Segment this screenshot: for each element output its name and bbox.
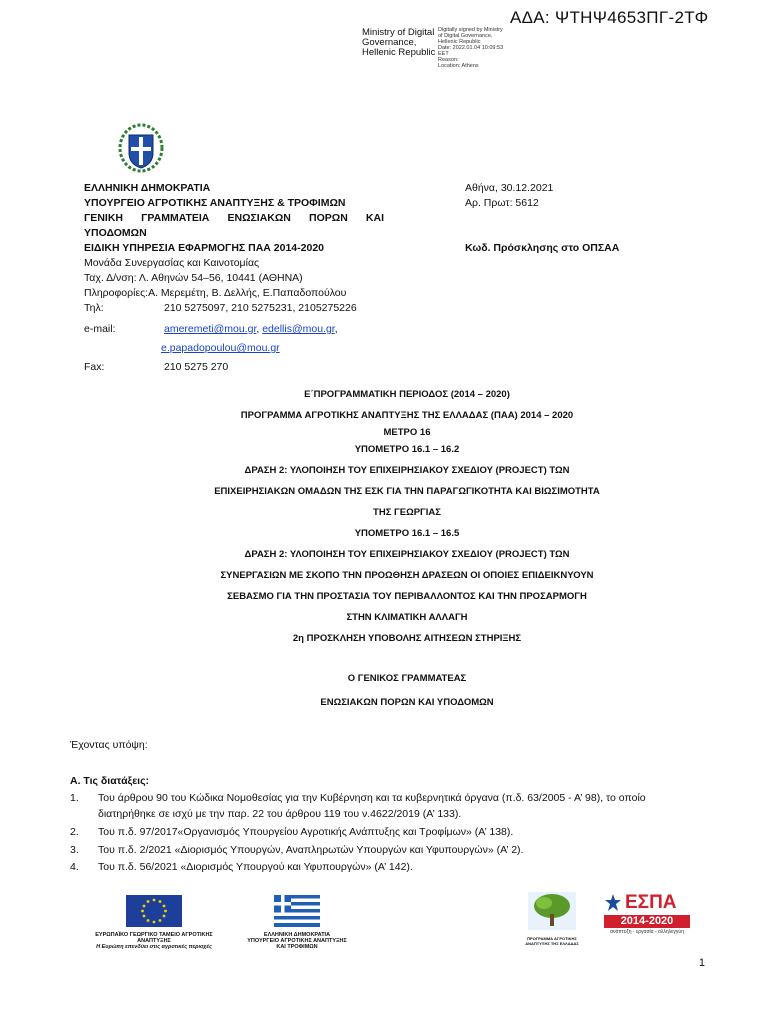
title-line: ΔΡΑΣΗ 2: ΥΛΟΠΟΙΗΣΗ ΤΟΥ ΕΠΙΧΕΙΡΗΣΙΑΚΟΥ ΣΧΕΔΙΟΥ (PROJECT) ΤΩΝ [244, 549, 570, 560]
tree-icon [524, 890, 580, 932]
fax-row [84, 360, 228, 375]
title-line: ΔΡΑΣΗ 2: ΥΛΟΠΟΙΗΣΗ ΤΟΥ ΕΠΙΧΕΙΡΗΣΙΑΚΟΥ ΣΧΕΔΙΟΥ (PROJECT) ΤΩΝ [244, 465, 570, 476]
list-item-number: 4. [70, 861, 79, 873]
protocol-number: Αρ. Πρωτ: 5612 [465, 197, 539, 209]
general-secretariat-name: ΓΕΝΙΚΗ ΓΡΑΜΜΑΤΕΙΑ ΕΝΩΣΙΑΚΩΝ ΠΟΡΩΝ ΚΑΙ [84, 212, 384, 224]
considering-text: Έχοντας υπόψη: [70, 739, 148, 751]
signature-detail-line: EET [438, 51, 449, 57]
email-label: e-mail: [84, 323, 116, 335]
fax-label: Fax: [84, 361, 105, 373]
email-link-papadopoulou[interactable]: e.papadopoulou@mou.gr [161, 342, 280, 354]
espa-star-icon [604, 893, 622, 913]
date-block [465, 181, 553, 211]
email-link-meremeti[interactable]: ameremeti@mou.gr [164, 323, 257, 335]
republic-name: ΕΛΛΗΝΙΚΗ ΔΗΜΟΚΡΑΤΙΑ [84, 182, 211, 194]
authority-title: Ο ΓΕΝΙΚΟΣ ΓΡΑΜΜΑΤΕΑΣ [347, 673, 467, 684]
espa-years: 2014-2020 [604, 915, 690, 928]
signature-detail-line: Digitally signed by Ministry [438, 27, 503, 33]
gr-caption-2: ΥΠΟΥΡΓΕΙΟ ΑΓΡΟΤΙΚΗΣ ΑΝΑΠΤΥΞΗΣ ΚΑΙ ΤΡΟΦΙΜΩΝ [247, 938, 347, 950]
espa-title-row [604, 892, 690, 914]
eu-flag-icon [93, 895, 215, 927]
email-link-dellis[interactable]: edellis@mou.gr [262, 323, 335, 335]
postal-address: Ταχ. Δ/νση: Λ. Αθηνών 54–56, 10441 (ΑΘΗΝΑ) [84, 272, 303, 284]
unit-name: Μονάδα Συνεργασίας και Καινοτομίας [84, 257, 260, 269]
fax-value: 210 5275 270 [164, 361, 229, 373]
page-number: 1 [698, 957, 705, 969]
list-item [70, 824, 700, 840]
ada-code: ΑΔΑ: ΨΤΗΨ4653ΠΓ-2ΤΦ [510, 8, 709, 27]
greek-ministry-logo [245, 895, 349, 950]
signer-line: Governance, [362, 37, 417, 48]
eu-caption-1: ΕΥΡΩΠΑΪΚΟ ΓΕΩΡΓΙΚΟ ΤΑΜΕΙΟ ΑΓΡΟΤΙΚΗΣ ΑΝΑΠΤΥΞΗΣ [95, 932, 213, 944]
phone-label: Τηλ: [84, 302, 104, 314]
sender-header [84, 181, 384, 301]
email-row [84, 322, 338, 337]
signature-detail-line: Hellenic Republic [438, 39, 481, 45]
authority-block [84, 665, 730, 713]
signature-detail-line: Location: Athens [438, 63, 479, 69]
list-item-text: Του π.δ. 56/2021 «Διορισμός Υπουργού και Υφυπουργών» (Α’ 142). [98, 861, 413, 873]
special-service-name: ΕΙΔΙΚΗ ΥΠΗΡΕΣΙΑ ΕΦΑΡΜΟΓΗΣ ΠΑΑ 2014-2020 [84, 242, 325, 254]
signature-detail-line: Date: 2022.01.04 10:09:53 [438, 45, 504, 51]
title-line: ΥΠΟΜΕΤΡΟ 16.1 – 16.2 [354, 444, 460, 455]
list-item-text: Του άρθρου 90 του Κώδικα Νομοθεσίας για την Κυβέρνηση και τα κυβερνητικά όργανα (π.δ. 63/2005 - Α’ 98), το οποίο διατηρήθηκε σε ισχύ με την παρ. 22 του άρθρου 119 του ν.4622/2019 (Α’ 133). [98, 792, 646, 820]
greek-emblem-icon [118, 123, 164, 173]
title-line: ΠΡΟΓΡΑΜΜΑ ΑΓΡΟΤΙΚΗΣ ΑΝΑΠΤΥΞΗΣ ΤΗΣ ΕΛΛΑΔΑΣ (ΠΑΑ) 2014 – 2020 [240, 410, 574, 421]
paa-caption: ΠΡΟΓΡΑΜΜΑ ΑΓΡΟΤΙΚΗΣ ΑΝΑΠΤΥΞΗΣ ΤΗΣ ΕΛΛΑΔΑΣ [525, 936, 579, 946]
signer-line: Ministry of Digital [362, 27, 435, 38]
list-item [70, 842, 700, 858]
list-item-number: 1. [70, 792, 79, 804]
document-date: Αθήνα, 30.12.2021 [465, 182, 554, 194]
signer-line: Hellenic Republic [362, 47, 436, 58]
email-separator: , [334, 323, 338, 335]
title-line: ΣΤΗΝ ΚΛΙΜΑΤΙΚΗ ΑΛΛΑΓΗ [346, 612, 468, 623]
signature-signer [362, 28, 435, 58]
title-line: ΜΕΤΡΟ 16 [383, 427, 431, 438]
section-a-heading: Α. Τις διατάξεις: [70, 775, 150, 787]
eu-caption-2: Η Ευρώπη επενδύει στις αγροτικές περιοχές [96, 944, 212, 950]
general-secretariat-name-cont: ΥΠΟΔΟΜΩΝ [84, 227, 147, 239]
list-item-text: Του π.δ. 97/2017«Οργανισμός Υπουργείου Αγροτικής Ανάπτυξης και Τροφίμων» (Α’ 138). [98, 826, 514, 838]
authority-subtitle: ΕΝΩΣΙΑΚΩΝ ΠΟΡΩΝ ΚΑΙ ΥΠΟΔΟΜΩΝ [320, 697, 494, 708]
gr-caption-1: ΕΛΛΗΝΙΚΗ ΔΗΜΟΚΡΑΤΙΑ [263, 932, 331, 938]
title-line: ΣΥΝΕΡΓΑΣΙΩΝ ΜΕ ΣΚΟΠΟ ΤΗΝ ΠΡΟΩΘΗΣΗ ΔΡΑΣΕΩΝ ΟΙ ΟΠΟΙΕΣ ΕΠΙΔΕΙΚΝΥΟΥΝ [220, 570, 594, 581]
title-line: ΤΗΣ ΓΕΩΡΓΙΑΣ [373, 507, 441, 518]
info-contacts: Πληροφορίες:Α. Μερεμέτη, Β. Δελλής, Ε.Παπαδοπούλου [84, 287, 347, 299]
espa-logo [604, 892, 690, 935]
title-line: Ε΄ΠΡΟΓΡΑΜΜΑΤΙΚΗ ΠΕΡΙΟΔΟΣ (2014 – 2020) [304, 389, 510, 400]
call-code-label: Κωδ. Πρόσκλησης στο ΟΠΣΑΑ [465, 242, 620, 254]
eu-logo [93, 895, 215, 950]
list-item-number: 2. [70, 826, 79, 838]
list-item-number: 3. [70, 844, 79, 856]
ministry-name: ΥΠΟΥΡΓΕΙΟ ΑΓΡΟΤΙΚΗΣ ΑΝΑΠΤΥΞΗΣ & ΤΡΟΦΙΜΩΝ [84, 197, 346, 209]
email-separator: , [256, 323, 263, 335]
title-block [84, 384, 730, 649]
paa-logo [524, 890, 580, 946]
phone-row [84, 301, 357, 316]
espa-title: ΕΣΠΑ [625, 892, 677, 913]
title-line: ΣΕΒΑΣΜΟ ΓΙΑ ΤΗΝ ΠΡΟΣΤΑΣΙΑ ΤΟΥ ΠΕΡΙΒΑΛΛΟΝΤΟΣ ΚΑΙ ΤΗΝ ΠΡΟΣΑΡΜΟΓΗ [227, 591, 587, 602]
list-item [70, 859, 700, 875]
signature-details [438, 27, 523, 69]
title-line: ΕΠΙΧΕΙΡΗΣΙΑΚΩΝ ΟΜΑΔΩΝ ΤΗΣ ΕΣΚ ΓΙΑ ΤΗΝ ΠΑΡΑΓΩΓΙΚΟΤΗΤΑ ΚΑΙ ΒΙΩΣΙΜΟΤΗΤΑ [214, 486, 600, 497]
email-row-2 [161, 341, 280, 356]
list-item-text: Του π.δ. 2/2021 «Διορισμός Υπουργών, Αναπληρωτών Υπουργών και Υφυπουργών» (Α’ 2). [98, 844, 524, 856]
title-line: ΥΠΟΜΕΤΡΟ 16.1 – 16.5 [354, 528, 460, 539]
phone-value: 210 5275097, 210 5275231, 2105275226 [164, 302, 357, 314]
signature-detail-line: of Digital Governance, [438, 33, 493, 39]
signature-detail-line: Reason: [438, 57, 459, 63]
espa-tagline: ανάπτυξη - εργασία - αλληλεγγύη [610, 929, 684, 935]
list-item [70, 790, 700, 822]
greek-flag-icon [245, 895, 349, 927]
title-line: 2η ΠΡΟΣΚΛΗΣΗ ΥΠΟΒΟΛΗΣ ΑΙΤΗΣΕΩΝ ΣΤΗΡΙΞΗΣ [292, 633, 522, 644]
